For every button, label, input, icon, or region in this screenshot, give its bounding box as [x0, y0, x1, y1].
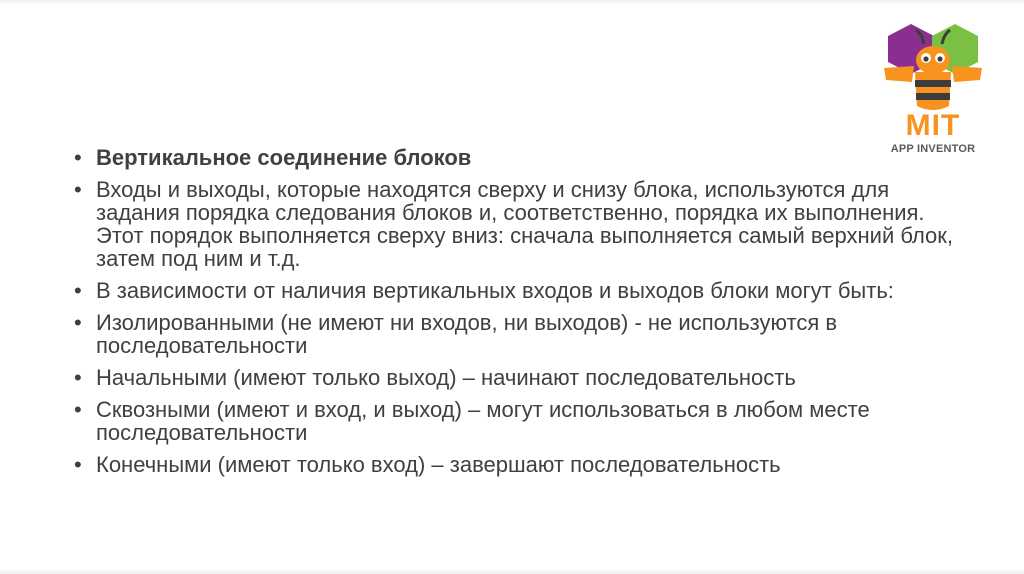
list-item-text: Изолированными (не имеют ни входов, ни выходов) - не используются в последовательности — [96, 310, 838, 358]
list-item-text: Входы и выходы, которые находятся сверху и снизу блока, используются для задания порядка следования блоков и, соответственно, порядка их выполнения. Этот порядок выполняется сверху вниз: сначала выполняется самый верхний блок, затем под ним и т.д. — [96, 177, 954, 271]
logo-title: MIT — [905, 109, 961, 142]
list-item — [74, 398, 954, 444]
bullet-list — [74, 146, 954, 485]
list-item — [74, 279, 954, 302]
bullet-marker: • — [74, 145, 82, 170]
list-item-text: Конечными (имеют только вход) – завершают последовательность — [96, 452, 781, 477]
bullet-marker: • — [74, 452, 82, 477]
list-item-text: В зависимости от наличия вертикальных входов и выходов блоки могут быть: — [96, 278, 894, 303]
list-item — [74, 178, 954, 270]
list-item — [74, 453, 954, 476]
slide-bottom-edge — [0, 568, 1024, 574]
logo-subtitle: APP INVENTOR — [890, 143, 976, 155]
slide-top-edge — [0, 0, 1024, 5]
list-item — [74, 366, 954, 389]
list-item — [74, 311, 954, 357]
bullet-marker: • — [74, 397, 82, 422]
list-item-text: Начальными (имеют только выход) – начинают последовательность — [96, 365, 796, 390]
list-item-text: Вертикальное соединение блоков — [96, 145, 472, 170]
list-item-text: Сквозными (имеют и вход, и выход) – могут использоваться в любом месте последовательности — [96, 397, 870, 445]
bullet-marker: • — [74, 365, 82, 390]
list-item — [74, 146, 954, 169]
bullet-marker: • — [74, 278, 82, 303]
mit-app-inventor-logo — [878, 22, 988, 162]
bullet-marker: • — [74, 177, 82, 202]
bullet-marker: • — [74, 310, 82, 335]
bee-logo-icon — [878, 22, 988, 114]
